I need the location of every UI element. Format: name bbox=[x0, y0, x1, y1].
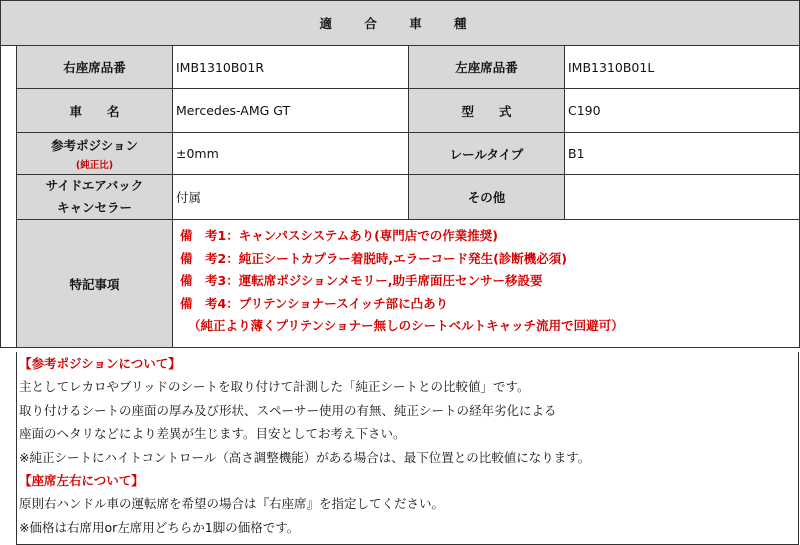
rail-type-value: B1 bbox=[565, 133, 800, 175]
airbag-canceller-label-line1: サイドエアバック bbox=[45, 178, 144, 193]
model-code-label: 型 式 bbox=[409, 89, 565, 133]
note-item: 備 考4：プリテンショナースイッチ部に凸あり bbox=[180, 295, 449, 311]
right-seat-label: 右座席品番 bbox=[17, 46, 173, 89]
seat-side-note-heading: 【座席左右について】 bbox=[19, 473, 144, 489]
reference-position-label-cell bbox=[17, 133, 173, 175]
left-seat-value: IMB1310B01L bbox=[565, 46, 800, 89]
model-code-value: C190 bbox=[565, 89, 800, 133]
reference-position-label: 参考ポジション bbox=[51, 138, 138, 153]
car-name-label: 車 名 bbox=[17, 89, 173, 133]
seat-side-note-line: ※価格は右席用or左席用どちらか1脚の価格です。 bbox=[19, 519, 300, 535]
note-item: 備 考2：純正シートカプラー着脱時,エラーコード発生(診断機必須) bbox=[180, 250, 567, 266]
note-item: 備 考3：運転席ポジションメモリー,助手席面圧センサー移設要 bbox=[180, 273, 543, 288]
special-notes-label: 特記事項 bbox=[17, 220, 173, 348]
left-margin-cell bbox=[1, 46, 17, 348]
left-seat-label: 左座席品番 bbox=[409, 46, 565, 89]
other-label: その他 bbox=[409, 175, 565, 220]
note-item: 備 考1：キャンパスシステムあり(専門店での作業推奨) bbox=[180, 228, 498, 243]
rail-type-label: レールタイプ bbox=[409, 133, 565, 175]
airbag-canceller-value: 付属 bbox=[173, 175, 409, 220]
position-note-heading: 【参考ポジションについて】 bbox=[19, 356, 181, 371]
position-note-line: ※純正シートにハイトコントロール（高さ調整機能）がある場合は、最下位置との比較値になります。 bbox=[19, 449, 591, 465]
airbag-canceller-label-cell bbox=[17, 175, 173, 220]
note-item: （純正より薄くプリテンショナー無しのシートベルトキャッチ流用で回避可） bbox=[188, 318, 624, 333]
reference-position-value: ±0mm bbox=[173, 133, 409, 175]
position-note-line: 主としてレカロやブリッドのシートを取り付けて計測した「純正シートとの比較値」です。 bbox=[19, 379, 530, 395]
seat-side-note-line: 原則右ハンドル車の運転席を希望の場合は『右座席』を指定してください。 bbox=[19, 496, 445, 512]
car-name-value: Mercedes-AMG GT bbox=[173, 89, 409, 133]
position-note-line: 取り付けるシートの座面の厚み及び形状、スペーサー使用の有無、純正シートの経年劣化による bbox=[19, 402, 557, 418]
right-seat-value: IMB1310B01R bbox=[173, 46, 409, 89]
explanation-box bbox=[16, 352, 799, 545]
other-value bbox=[565, 175, 800, 220]
table-title: 適 合 車 種 bbox=[1, 1, 800, 46]
position-note-line: 座面のヘタリなどにより差異が生じます。目安としてお考え下さい。 bbox=[19, 426, 406, 442]
reference-position-sub: (純正比) bbox=[75, 160, 114, 171]
special-notes-list bbox=[173, 220, 800, 348]
airbag-canceller-label-line2: キャンセラー bbox=[56, 200, 132, 215]
